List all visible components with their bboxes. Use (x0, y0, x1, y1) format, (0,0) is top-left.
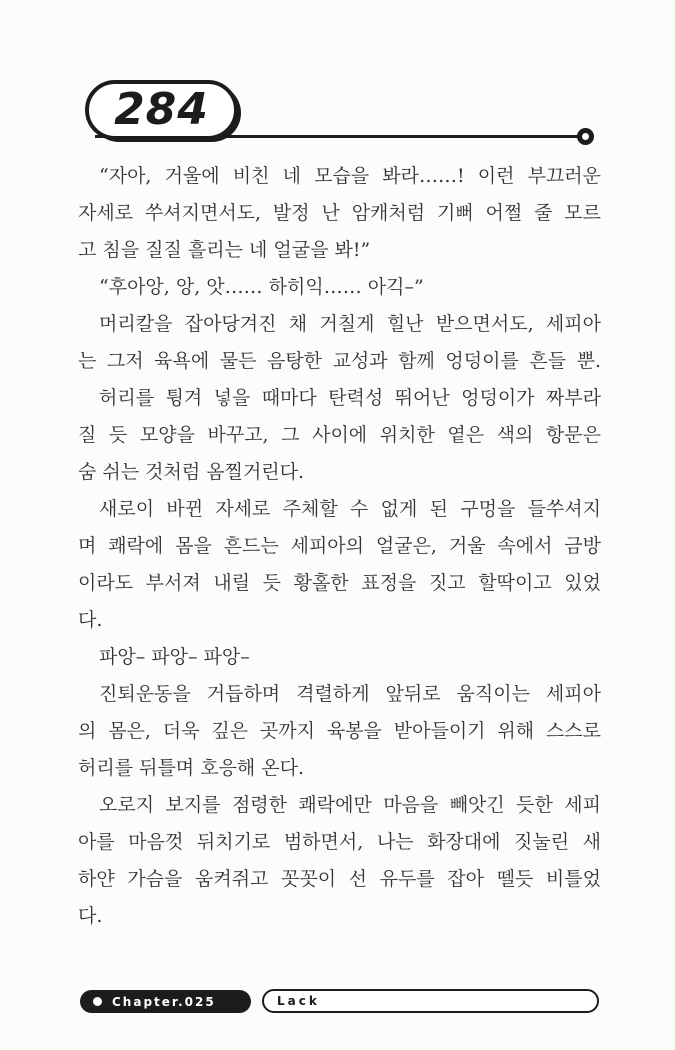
text-line: 며 쾌락에 몸을 흔드는 세피아의 얼굴은, 거울 속에서 금방 (78, 535, 601, 557)
text-line: 오로지 보지를 점령한 쾌락에만 마음을 빼앗긴 듯한 세피 (99, 794, 601, 816)
text-line: 다. (78, 609, 103, 631)
text-line: “자아, 거울에 비친 네 모습을 봐라……! 이런 부끄러운 (99, 165, 601, 187)
text-line: 자세로 쑤셔지면서도, 발정 난 암캐처럼 기뻐 어쩔 줄 모르 (78, 202, 601, 224)
text-line: 머리칼을 잡아당겨진 채 거칠게 힐난 받으면서도, 세피아 (99, 313, 601, 335)
text-line: 하얀 가슴을 움켜쥐고 꼿꼿이 선 유두를 잡아 뗄듯 비틀었 (78, 868, 601, 890)
text-line: 새로이 바뀐 자세로 주체할 수 없게 된 구멍을 들쑤셔지 (99, 498, 601, 520)
bullet-dot-icon (93, 997, 102, 1006)
chapter-badge (80, 990, 251, 1013)
page-number-badge (85, 80, 238, 140)
text-line: 이라도 부서져 내릴 듯 황홀한 표정을 짓고 할딱이고 있었 (78, 572, 601, 594)
header-rule-end-ring-icon (577, 128, 594, 145)
text-line: 파앙– 파앙– 파앙– (99, 646, 250, 668)
text-line: 는 그저 육욕에 물든 음탕한 교성과 함께 엉덩이를 흔들 뿐. (78, 350, 601, 372)
imprint-badge (262, 989, 599, 1013)
page-footer (0, 988, 675, 1014)
text-line: 고 침을 질질 흘리는 네 얼굴을 봐!” (78, 239, 371, 261)
text-line: 숨 쉬는 것처럼 옴찔거린다. (78, 461, 305, 483)
text-line: 진퇴운동을 거듭하며 격렬하게 앞뒤로 움직이는 세피아 (99, 683, 601, 705)
imprint-label: Lack (277, 994, 320, 1008)
text-line: 아를 마음껏 뒤치기로 범하면서, 나는 화장대에 짓눌린 새 (78, 831, 601, 853)
text-line: “후아앙, 앙, 앗…… 하히익…… 아긱–” (99, 276, 424, 298)
body-text (78, 158, 601, 935)
page-number: 284 (114, 83, 209, 135)
text-line: 허리를 튕겨 넣을 때마다 탄력성 뛰어난 엉덩이가 짜부라 (99, 387, 601, 409)
chapter-label: Chapter.025 (112, 994, 216, 1009)
text-line: 질 듯 모양을 바꾸고, 그 사이에 위치한 옅은 색의 항문은 (78, 424, 601, 446)
text-line: 의 몸은, 더욱 깊은 곳까지 육봉을 받아들이기 위해 스스로 (78, 720, 601, 742)
text-line: 다. (78, 905, 103, 927)
text-line: 허리를 뒤틀며 호응해 온다. (78, 757, 305, 779)
